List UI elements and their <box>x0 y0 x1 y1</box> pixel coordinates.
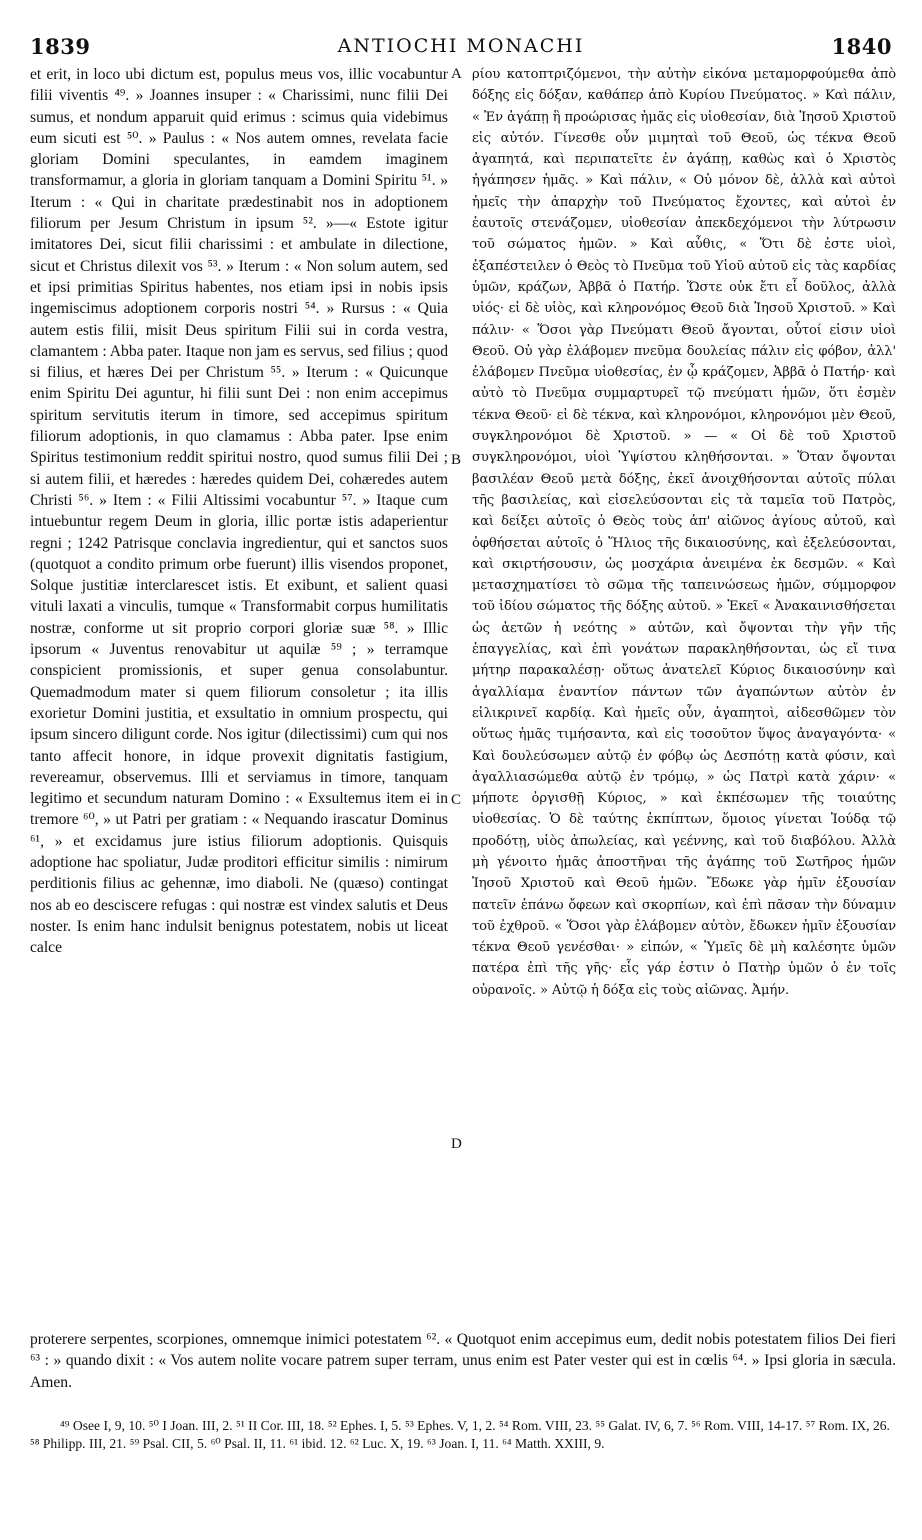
page-number-right: 1840 <box>831 34 892 59</box>
section-marker-b: B <box>451 452 462 468</box>
latin-text: et erit, in loco ubi dictum est, populus meus vos, illic vocabuntur filii viventis ⁴⁹. » Joannes insuper : « Charissimi, nunc filii Dei sumus, et nondum apparuit quid erimus : scimus quia videbimus eum sicuti est ⁵⁰. » Paulus : « Nos autem omnes, revelata facie gloriam Domini speculantes, in eamdem imaginem transformamur, a gloria in gloriam tanquam a Domini Spiritu ⁵¹. » Iterum : « Qui in charitate prædestinabit nos in adoptionem filiorum per Jesum Christum in ipsum ⁵². »—« Estote igitur imitatores Dei, sicut filii charissimi : et ambulate in dilectione, sicut et Christus dilexit vos ⁵³. » Iterum : « Non solum autem, sed et ipsi primitias Spiritus habentes, nos etiam ipsi in nobis ipsis ingemiscimus adoptionem corporis nostri ⁵⁴. » Rursus : « Quia autem estis filii, misit Deus spiritum Filii sui in corda vestra, clamantem : Abba pater. Itaque non jam es servus, sed filius ; quod si filius, et hæres Dei per Christum ⁵⁵. » Iterum : « Quicunque enim Spiritu Dei aguntur, hi filii sunt Dei : non enim accepimus spiritum servitutis iterum in timore, sed accepimus spiritum filiorum adoptionis, in quo clamamus : Abba pater. Ipse enim Spiritus testimonium reddit spiritui nostro, quod sumus filii Dei ; si autem filii, et hæredes : hæredes quidem Dei, cohæredes autem Christi ⁵⁶. » Item : « Filii Altissimi vocabuntur ⁵⁷. » Itaque cum intuebuntur regem Deum in gloria, illic portæ istis adaperientur regni ; 1242 Patrisque conclavia ingredientur, qui et sanctos suos (quotquot a condito primum orbe fuerunt) illis visendos proponet, Solque justitiæ interclarescet istis. Et exibunt, et salient quasi vituli laxati a vinculis, tumque « Transformabit corpus humilitatis nostræ, conforme ut sit proprio corpori gloriæ suæ ⁵⁸. » Illic ipsorum « Juventus renovabitur ut aquilæ ⁵⁹ ; » terramque conspicient promissionis, et super genua consolabuntur. Quemadmodum mater si quem filiorum consoletur ; ita illis exorietur Domini justitia, et exsultatio in omnium prospectu, qui ipsum sincero diligunt corde. Nos igitur (dilectissimi) cum qui nos tanto affecit honore, in idque provexit dignitatis fastigium, revereamur, observemus. Illi et serviamus in timore, tanquam legitimo et secundum naturam Domino : « Exsultemus item ei in tremore ⁶⁰, » ut Patri per gratiam : « Nequando irascatur Dominus ⁶¹, » et excidamus jure istius filiorum adoptionis. Quisquis adoptione hac spoliatur, Judæ proditori efficitur similis : nimirum perditionis filius ac gehennæ, imo diaboli. Ne (quæso) contingat nos ab eo desciscere refugas : qui nostræ est vindex salutis et Deus noster. Is enim hanc indulsit benignus potestatem, nobis ut liceat calce <box>30 66 448 957</box>
latin-tail-text: proterere serpentes, scorpiones, omnemque inimici potestatem ⁶². « Quotquot enim accepimus eum, dedit nobis potestatem filios Dei fieri ⁶³ : » quando dixit : « Vos autem nolite vocare patrem super terram, unus enim est Pater vester qui est in cœlis ⁶⁴. » Ipsi gloria in sæcula. Amen. <box>30 1331 896 1391</box>
section-marker-d: D <box>451 1136 462 1152</box>
running-title: ANTIOCHI MONACHI <box>337 35 585 57</box>
footnotes <box>30 1417 896 1452</box>
page-header <box>30 34 892 60</box>
greek-text: ρίου κατοπτριζόμενοι, τὴν αὐτὴν εἰκόνα μεταμορφούμεθα ἀπὸ δόξης εἰς δόξαν, καθάπερ ἀπὸ Κυρίου Πνεύματος. » Καὶ πάλιν, « Ἐν ἀγάπῃ ἣ προώρισας ἡμᾶς εἰς υἱοθεσίαν, διὰ Ἰησοῦ Χριστοῦ εἰς αὐτόν. Γίνεσθε οὖν μιμηταὶ τοῦ Θεοῦ, ὡς τέκνα Θεοῦ ἀγαπητά, καὶ περιπατεῖτε ἐν ἀγάπῃ, καθὼς καὶ ὁ Χριστὸς ἠγάπησεν ἡμᾶς. » Καὶ πάλιν, « Οὐ μόνον δὲ, ἀλλὰ καὶ αὐτοὶ ἡμεῖς τὴν ἀπαρχὴν τοῦ Πνεύματος ἔχοντες, καὶ αὐτοὶ ἐν ἑαυτοῖς στενάζομεν, υἱοθεσίαν ἀπεκδεχόμενοι τὴν λύτρωσιν τοῦ σώματος ἡμῶν. » Καὶ αὖθις, « Ὅτι δὲ ἐστε υἱοὶ, ἐξαπέστειλεν ὁ Θεὸς τὸ Πνεῦμα τοῦ Υἱοῦ αὐτοῦ εἰς τὰς καρδίας ὑμῶν, κράζων, Ἀββᾶ ὁ Πατήρ. Ὥστε οὐκ ἔτι εἶ δοῦλος, ἀλλὰ υἱός· εἰ δὲ υἱὸς, καὶ κληρονόμος Θεοῦ διὰ Ἰησοῦ Χριστοῦ. » Καὶ πάλιν· « Ὅσοι γὰρ Πνεύματι Θεοῦ ἄγονται, οὗτοί εἰσιν υἱοὶ Θεοῦ. Οὐ γὰρ ἐλάβομεν πνεῦμα δουλείας πάλιν εἰς φόβον, ἀλλ' ἐλάβομεν Πνεῦμα υἱοθεσίας, ἐν ᾧ κράζομεν, Ἀββᾶ ὁ Πατήρ· καὶ αὐτὸ τὸ Πνεῦμα συμμαρτυρεῖ τῷ πνεύματι ἡμῶν, ὅτι ἐσμὲν τέκνα Θεοῦ· εἰ δὲ τέκνα, καὶ κληρονόμοι, κληρονόμοι μὲν Θεοῦ, συγκληρονόμοι δὲ Χριστοῦ. » — « Οἱ δὲ τοῦ Χριστοῦ συγκληρονόμοι, υἱοὶ Ὑψίστου κληθήσονται. » Ὅταν ὄψονται βασιλέαν Θεοῦ μετὰ δόξης, ἐκεῖ ἀνοιχθήσονται αὐτοῖς πύλαι τῆς βασιλείας, καὶ εἰσελεύσονται εἰς τὰ ταμεῖα τοῦ Πατρὸς, καὶ δείξει αὐτοῖς ὁ Θεὸς τοὺς ἀπ' αἰῶνος ἁγίους αὐτοῦ, καὶ ὀφθήσεται αὐτοῖς ὁ Ἥλιος τῆς δικαιοσύνης, καὶ ἐξελεύσονται, καὶ σκιρτήσουσιν, ὡς μοσχάρια ἀνειμένα ἐκ δεσμῶν. « Καὶ μετασχηματίσει τὸ σῶμα τῆς ταπεινώσεως ἡμῶν, σύμμορφον τοῦ ἰδίου σώματος τῆς δόξης αὐτοῦ. » Ἐκεῖ « Ἀνακαινισθήσεται ὡς ἀετῶν ἡ νεότης » αὐτῶν, καὶ ὄψονται τὴν γῆν τῆς ἐπαγγελίας, καὶ ἐπὶ γονάτων παρακληθήσονται, ὡς εἴ τινα μήτηρ παρακαλέσῃ· οὕτως ἀνατελεῖ Κύριος δικαιοσύνην καὶ ἀγαλλίαμα ἐναντίον πάντων τῶν ἀγαπώντων αὐτὸν ἐν εἰλικρινεῖ καρδίᾳ. Καὶ ἡμεῖς οὖν, ἀγαπητοὶ, αἰδεσθῶμεν τὸν οὕτως ἡμᾶς τιμήσαντα, καὶ εἰς τοσοῦτον ὕψος ἀναγαγόντα· « Καὶ δουλεύσωμεν αὐτῷ ἐν φόβῳ ὡς Δεσπότῃ κατὰ φύσιν, καὶ ἀγαλλιασώμεθα αὐτῷ ἐν τρόμῳ, » ὡς Πατρὶ κατὰ χάριν· « μήποτε ὀργισθῇ Κύριος, » καὶ ἐκπέσωμεν τῆς τοιαύτης υἱοθεσίας. Ὁ δὲ ταύτης ἐκπίπτων, ὅμοιος γίνεται Ἰούδᾳ τῷ προδότῃ, υἱὸς ἀπωλείας, καὶ γεέννης, καὶ τοῦ διαβόλου. Ἀλλὰ μὴ γένοιτο ἡμᾶς ἀποστῆναι τῆς ἀγάπης τοῦ Σωτῆρος ἡμῶν Ἰησοῦ Χριστοῦ καὶ Θεοῦ ἡμῶν. Ἔδωκε γὰρ ἡμῖν ἐξουσίαν πατεῖν ἐπάνω ὄφεων καὶ σκορπίων, καὶ ἐπὶ πᾶσαν τὴν δύναμιν τοῦ ἐχθροῦ. « Ὅσοι γὰρ ἐλάβομεν αὐτὸν, ἔδωκεν ἡμῖν ἐξουσίαν τέκνα Θεοῦ γενέσθαι· » εἰπών, « Ὑμεῖς δὲ μὴ καλέσητε ὑμῶν πατέρα ἐπὶ τῆς γῆς· εἷς γάρ ἐστιν ὁ Πατὴρ ὑμῶν ὁ ἐν τοῖς οὐρανοῖς. » Αὐτῷ ἡ δόξα εἰς τοὺς αἰῶνας. Ἀμήν. <box>472 67 896 998</box>
footnotes-text: ⁴⁹ Osee I, 9, 10. ⁵⁰ I Joan. III, 2. ⁵¹ II Cor. III, 18. ⁵² Ephes. I, 5. ⁵³ Ephes. V, 1, 2. ⁵⁴ Rom. VIII, 23. ⁵⁵ Galat. IV, 6, 7. ⁵⁶ Rom. VIII, 14-17. ⁵⁷ Rom. IX, 26. ⁵⁸ Philipp. III, 21. ⁵⁹ Psal. CII, 5. ⁶⁰ Psal. II, 11. ⁶¹ ibid. 12. ⁶² Luc. X, 19. ⁶³ Joan. I, 11. ⁶⁴ Matth. XXIII, 9. <box>30 1418 890 1451</box>
section-marker-a: A <box>451 66 462 82</box>
greek-column <box>472 64 896 1001</box>
section-marker-c: C <box>451 792 462 808</box>
latin-column <box>30 64 448 958</box>
page-number-left: 1839 <box>30 34 91 59</box>
latin-tail <box>30 1329 896 1393</box>
